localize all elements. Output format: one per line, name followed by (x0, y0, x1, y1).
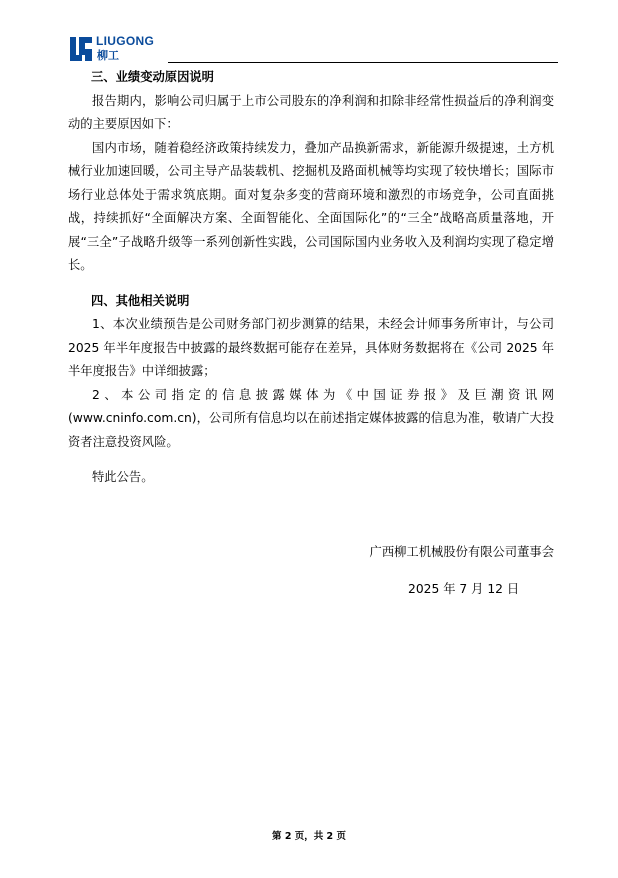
paragraph-note-1: 1、本次业绩预告是公司财务部门初步测算的结果，未经会计师事务所审计，与公司 2025 年半年度报告中披露的最终数据可能存在差异，具体财务数据将在《公司 2025 年半年度报告》中详细披露； (68, 317, 554, 378)
header-divider (168, 62, 558, 63)
section-title-performance-change: 三、业绩变动原因说明 (91, 70, 214, 84)
section-gap (68, 278, 554, 290)
company-logo (68, 34, 168, 64)
page-footer: 第 2 页，共 2 页 (272, 831, 346, 842)
announcement-date: 2025 年 7 月 12 日 (408, 582, 520, 596)
logo-text-en: LIUGONG (96, 34, 155, 48)
paragraph-reason-detail: 国内市场，随着稳经济政策持续发力，叠加产品换新需求，新能源升级提速，土方机械行业加速回暖，公司主导产品装载机、挖掘机及路面机械等均实现了较快增长；国际市场行业总体处于需求筑底期。面对复杂多变的营商环境和激烈的市场竞争，公司直面挑战，持续抓好“全面解决方案、全面智能化、全面国际化”的“三全”战略高质量落地，开展“三全”子战略升级等一系列创新性实践，公司国际国内业务收入及利润均实现了稳定增长。 (68, 140, 554, 272)
section-title-other-notes: 四、其他相关说明 (91, 293, 190, 308)
liugong-logo-icon (68, 35, 94, 63)
paragraph-reason-intro: 报告期内，影响公司归属于上市公司股东的净利润和扣除非经常性损益后的净利润变动的主要原因如下： (68, 93, 554, 131)
document-body (68, 66, 554, 490)
page-header (68, 34, 558, 64)
closing-statement: 特此公告。 (92, 470, 154, 484)
section-gap (68, 454, 554, 466)
signature-board: 广西柳工机械股份有限公司董事会 (369, 545, 554, 559)
paragraph-note-2: 2、本公司指定的信息披露媒体为《中国证券报》及巨潮资讯网(www.cninfo.com.cn)，公司所有信息均以在前述指定媒体披露的信息为准，敬请广大投资者注意投资风险。 (68, 387, 554, 449)
logo-text-cn: 柳工 (97, 49, 119, 62)
